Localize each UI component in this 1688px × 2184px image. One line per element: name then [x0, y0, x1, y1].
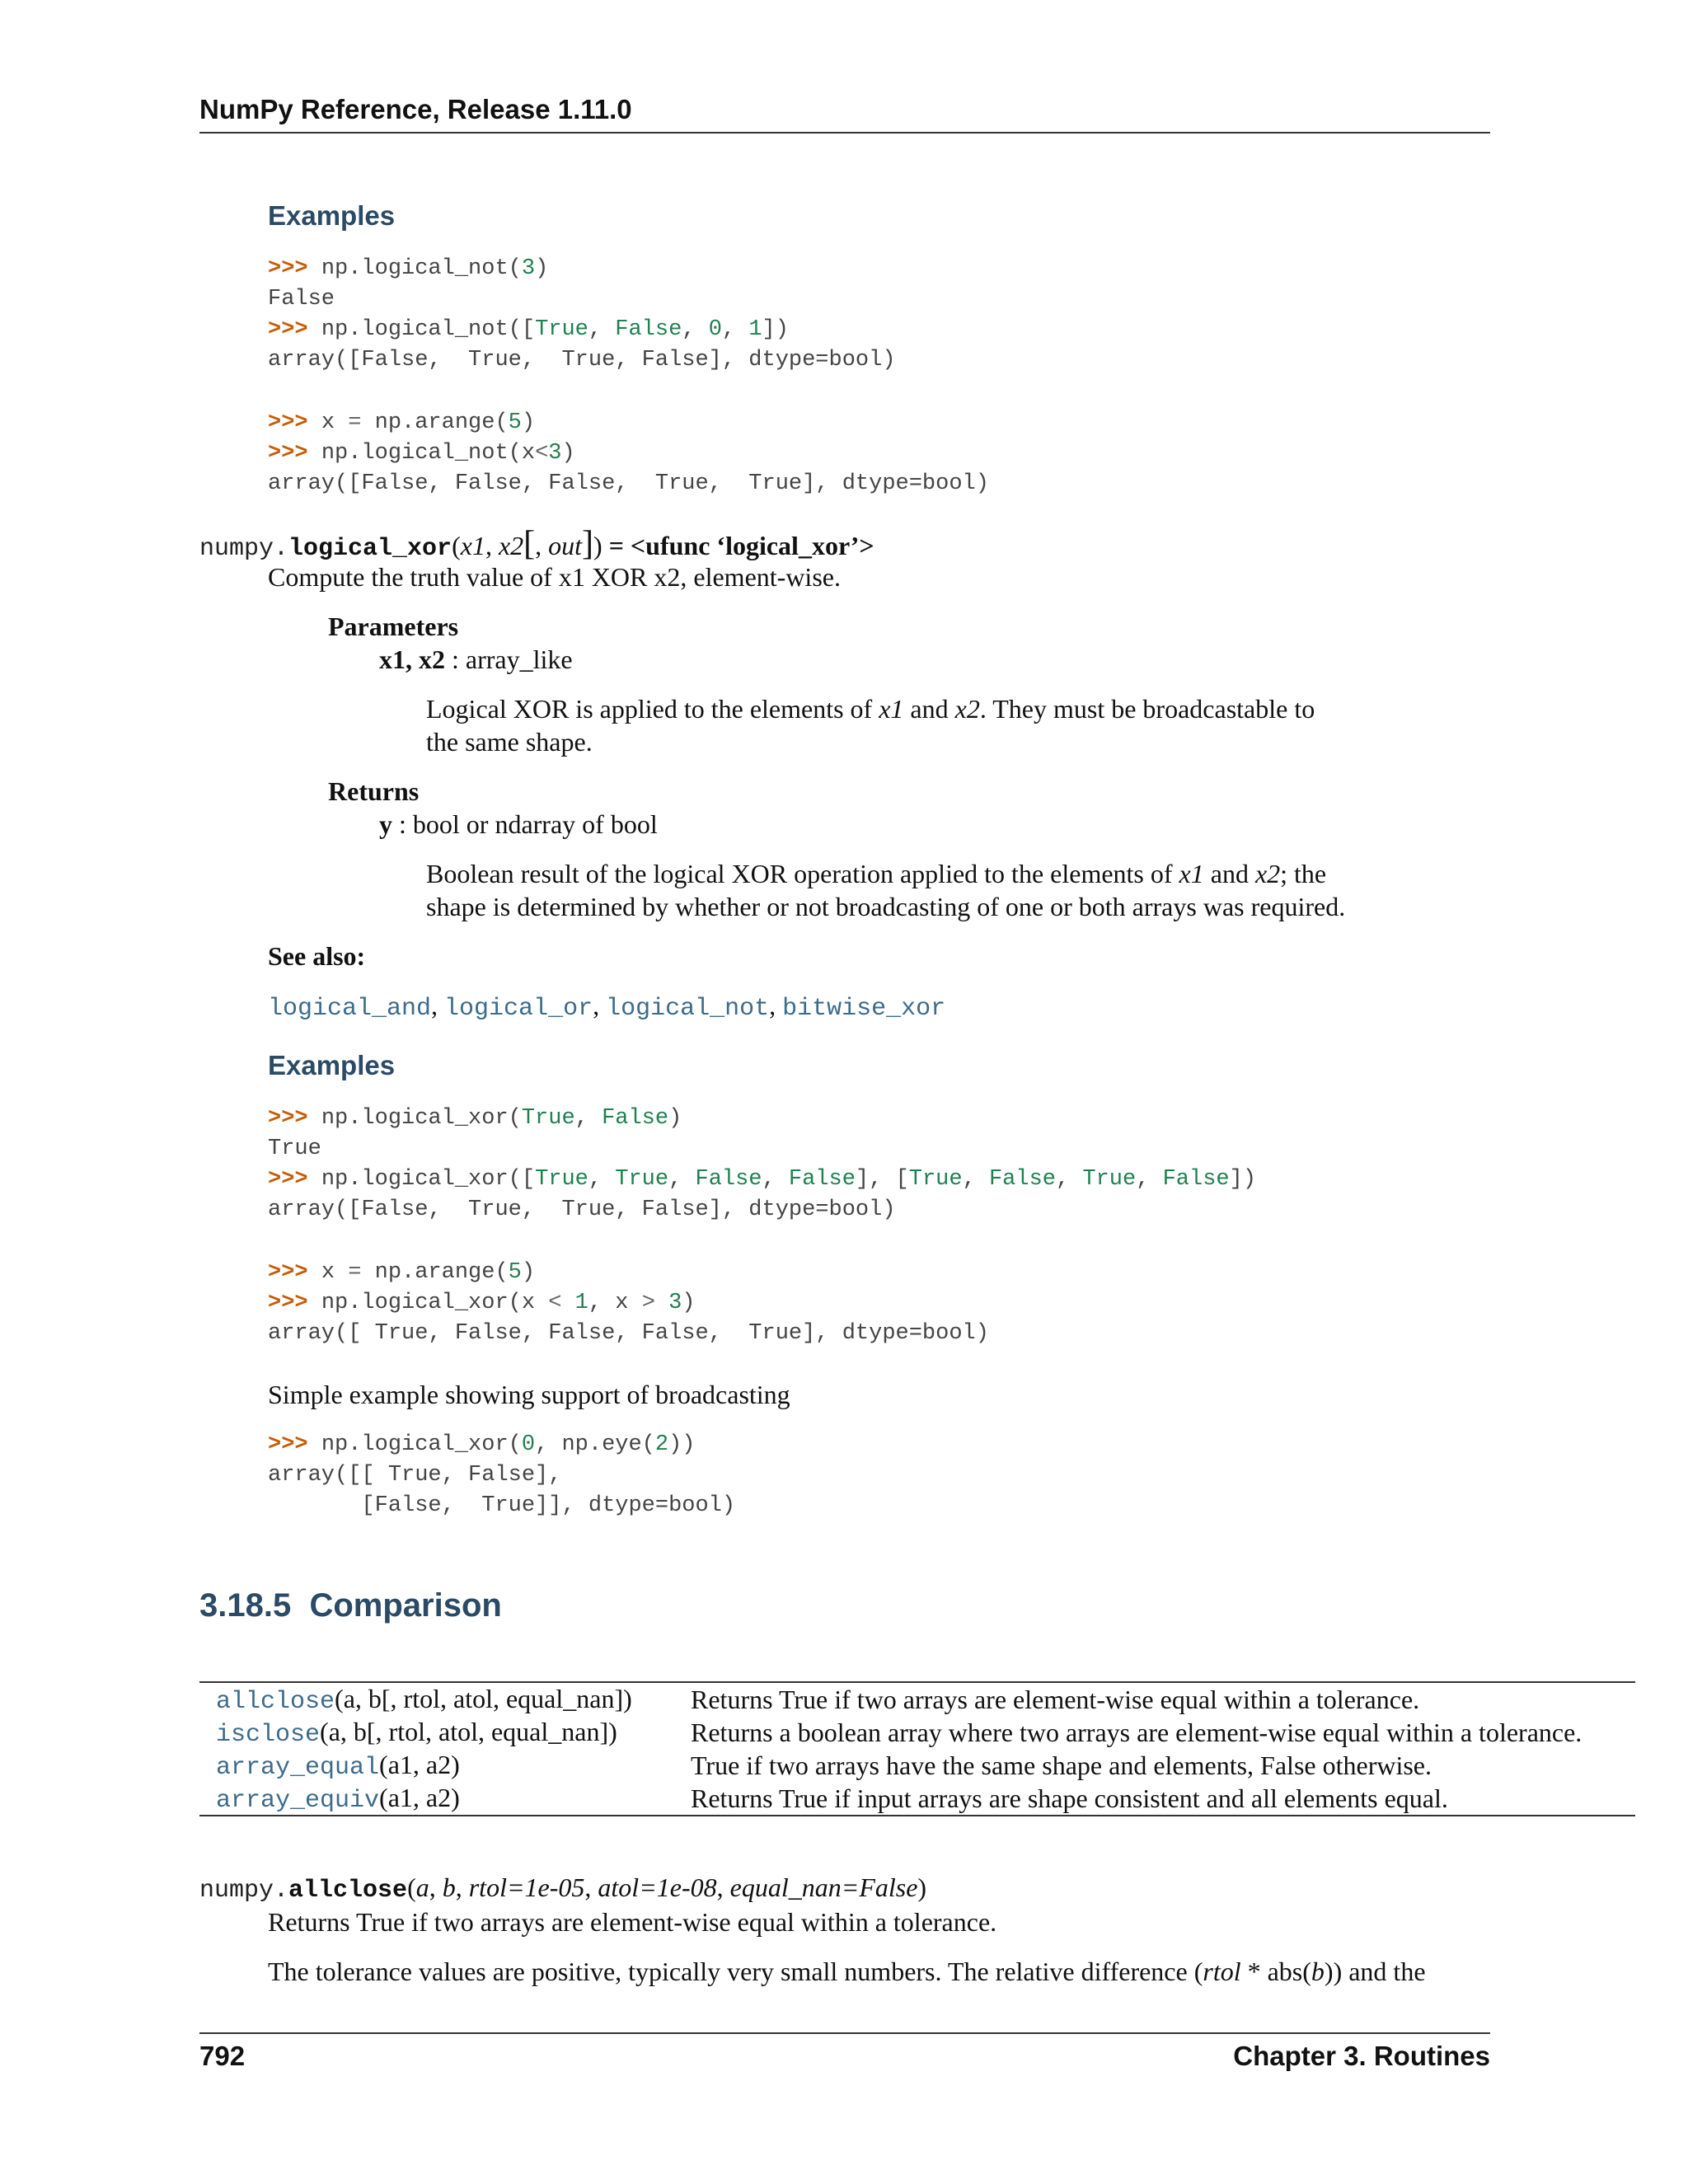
sig-comma: , — [535, 531, 549, 560]
code-text: array([False, False, False, True, True], dtype=bool) — [268, 471, 989, 496]
code-operator: < — [535, 441, 549, 466]
code-text: , — [1136, 1167, 1163, 1192]
code-text: np.logical_xor( — [321, 1432, 522, 1457]
return-y — [379, 808, 658, 841]
broadcast-note: Simple example showing support of broadcasting — [268, 1380, 790, 1409]
code-prompt: >>> — [268, 410, 321, 435]
code-literal: 3 — [668, 1291, 682, 1315]
code-prompt: >>> — [268, 1167, 321, 1192]
sig-arg-b: b — [442, 1872, 456, 1902]
examples-heading: Examples — [268, 200, 396, 231]
code-text: True — [268, 1137, 321, 1161]
code-literal: False — [695, 1167, 762, 1192]
link-array-equal[interactable]: array_equal — [216, 1753, 380, 1782]
code-block-logical-xor — [268, 1104, 1256, 1349]
logical-xor-summary: Compute the truth value of x1 XOR x2, element-wise. — [268, 562, 841, 592]
allclose-desc-text: The tolerance values are positive, typically very small numbers. The relative difference ( — [268, 1957, 1203, 1986]
ret-desc-line-1 — [426, 857, 1345, 890]
sig-open-paren: ( — [407, 1872, 416, 1902]
code-text: ]) — [1229, 1167, 1257, 1192]
examples-heading-2: Examples — [268, 1050, 396, 1080]
table-cell-function — [199, 1783, 691, 1815]
code-text: x — [321, 1260, 349, 1285]
code-text: ) — [521, 410, 536, 435]
table-row — [199, 1749, 1635, 1782]
see-also-links — [268, 989, 945, 1025]
ret-desc-text: Boolean result of the logical XOR operation applied to the elements of — [426, 859, 1179, 888]
code-text: ) — [521, 1260, 536, 1285]
code-literal: True — [908, 1167, 963, 1192]
param-desc-x1: x1 — [879, 694, 904, 724]
code-line — [268, 1165, 1256, 1195]
allclose-desc-text-3: )) and the — [1324, 1957, 1426, 1986]
code-text: np.arange( — [361, 410, 509, 435]
ret-desc-line-2: shape is determined by whether or not broadcasting of one or both arrays was required. — [426, 892, 1346, 921]
code-text: np.logical_not( — [321, 256, 522, 281]
ret-desc-x1: x1 — [1179, 859, 1204, 888]
code-text — [655, 1291, 668, 1315]
return-name: y — [379, 809, 392, 839]
link-bitwise-xor[interactable]: bitwise_xor — [782, 995, 946, 1023]
link-allclose[interactable]: allclose — [216, 1687, 335, 1716]
code-line — [268, 1460, 735, 1491]
sig-close-paren: ) — [917, 1872, 927, 1902]
code-text: , — [682, 317, 709, 342]
running-header — [199, 94, 1490, 134]
allclose-desc-rtol: rtol — [1203, 1957, 1241, 1986]
ret-desc-and: and — [1203, 859, 1255, 888]
link-isclose[interactable]: isclose — [216, 1720, 321, 1749]
returns-heading: Returns — [328, 776, 420, 806]
code-text: False — [268, 287, 335, 312]
table-row — [199, 1782, 1635, 1815]
code-literal: True — [1082, 1167, 1137, 1192]
code-prompt: >>> — [268, 1291, 321, 1315]
code-text: np.logical_xor(x — [321, 1291, 549, 1315]
see-also-sep: , — [431, 991, 445, 1020]
sig-arg-rtol: rtol=1e-05 — [468, 1872, 585, 1902]
param-desc-and: and — [903, 694, 955, 724]
code-text — [561, 1291, 574, 1315]
table-row — [199, 1683, 1635, 1716]
code-prompt: >>> — [268, 1432, 321, 1457]
code-line — [268, 1258, 1256, 1288]
code-text: ], [ — [855, 1167, 909, 1192]
code-line — [268, 1134, 1256, 1165]
code-literal: False — [1162, 1167, 1230, 1192]
param-name: x1, x2 — [379, 644, 445, 674]
code-literal: 3 — [521, 256, 536, 281]
code-prompt: >>> — [268, 1106, 321, 1131]
param-desc-line-1 — [426, 692, 1315, 725]
sig-arg-x2: x2 — [498, 531, 524, 560]
code-line — [268, 254, 989, 284]
code-text: , — [574, 1106, 603, 1131]
sig-ufunc: = <ufunc ‘logical_xor’> — [602, 531, 874, 560]
code-literal: False — [602, 1106, 669, 1131]
code-text: np.logical_xor([ — [321, 1167, 536, 1192]
code-text: , x — [588, 1291, 642, 1315]
see-also-heading: See also: — [268, 941, 366, 971]
code-blank-line — [268, 376, 989, 408]
ret-desc-x2: x2 — [1254, 859, 1281, 888]
parameters-heading: Parameters — [328, 612, 459, 641]
code-line — [268, 1430, 735, 1460]
page-footer — [199, 2032, 1490, 2072]
chapter-label: Chapter 3. Routines — [1233, 2041, 1490, 2071]
code-literal: True — [615, 1167, 669, 1192]
code-text: , — [721, 317, 749, 342]
code-text: , np.eye( — [535, 1432, 655, 1457]
code-text: x — [321, 410, 349, 435]
code-literal: True — [535, 1167, 588, 1192]
code-operator: = — [348, 410, 362, 435]
code-literal: 3 — [548, 441, 562, 466]
code-text: , — [1055, 1167, 1083, 1192]
code-text: array([False, True, True, False], dtype=bool) — [268, 1197, 896, 1222]
function-args: (a, b[, rtol, atol, equal_nan]) — [320, 1716, 617, 1746]
code-literal: 1 — [574, 1291, 588, 1315]
return-description — [426, 857, 1345, 923]
table-cell-function — [199, 1717, 691, 1749]
param-desc-text-2: . They must be broadcastable to — [979, 694, 1315, 724]
code-line — [268, 1319, 1256, 1349]
code-line — [268, 408, 989, 438]
comparison-table — [199, 1681, 1635, 1816]
param-desc-line-2: the same shape. — [426, 727, 593, 757]
allclose-signature — [199, 1872, 926, 1905]
param-desc-x2: x2 — [954, 694, 980, 724]
code-prompt: >>> — [268, 1260, 321, 1285]
code-literal: 0 — [521, 1432, 536, 1457]
sig-sep: , — [485, 531, 499, 560]
allclose-description — [268, 1955, 1426, 1988]
link-logical-not[interactable]: logical_not — [606, 995, 770, 1023]
sig-close-paren: ) — [593, 531, 603, 560]
code-line — [268, 1288, 1256, 1319]
allclose-desc-text-2: * abs( — [1240, 1957, 1311, 1986]
return-type: : bool or ndarray of bool — [392, 809, 658, 839]
code-literal: 5 — [508, 410, 522, 435]
code-text: ]) — [762, 317, 789, 342]
code-literal: False — [615, 317, 682, 342]
code-literal: True — [535, 317, 588, 342]
code-literal: 0 — [708, 317, 722, 342]
param-x1-x2 — [379, 643, 573, 676]
code-text: ) — [561, 441, 575, 466]
code-literal: False — [988, 1167, 1056, 1192]
function-args: (a1, a2) — [379, 1749, 460, 1779]
code-text: np.logical_not(x — [321, 441, 536, 466]
code-blank-line — [268, 1226, 1256, 1258]
code-operator: < — [548, 1291, 562, 1315]
code-text: ) — [668, 1106, 682, 1131]
sig-arg-equal-nan: equal_nan=False — [729, 1872, 918, 1902]
code-line — [268, 1491, 735, 1521]
code-operator: > — [641, 1291, 655, 1315]
code-line — [268, 1104, 1256, 1134]
table-cell-description: True if two arrays have the same shape and elements, False otherwise. — [691, 1750, 1432, 1780]
param-type: : array_like — [445, 644, 573, 674]
code-text: array([False, True, True, False], dtype=bool) — [268, 348, 896, 373]
code-text: )) — [668, 1432, 696, 1457]
code-line — [268, 438, 989, 469]
code-text: , — [668, 1167, 696, 1192]
code-text: , — [588, 317, 616, 342]
page-number: 792 — [199, 2041, 246, 2071]
sig-open-paren: ( — [452, 531, 461, 560]
code-block-logical-not — [268, 254, 989, 499]
allclose-desc-b: b — [1311, 1957, 1325, 1986]
code-text: np.logical_xor( — [321, 1106, 522, 1131]
table-cell-description: Returns a boolean array where two arrays are element-wise equal within a tolerance. — [691, 1717, 1582, 1747]
sig-function-name: logical_xor — [288, 535, 452, 563]
code-line — [268, 1195, 1256, 1226]
param-description — [426, 692, 1315, 758]
section-heading — [199, 1587, 502, 1624]
header-title: NumPy Reference, Release 1.11.0 — [199, 94, 632, 124]
code-text: , — [588, 1167, 616, 1192]
code-prompt: >>> — [268, 317, 321, 342]
sig-bracket-close: ] — [582, 525, 594, 563]
table-cell-description: Returns True if two arrays are element-wise equal within a tolerance. — [691, 1684, 1420, 1714]
section-title: Comparison — [309, 1587, 502, 1624]
see-also-sep: , — [593, 991, 607, 1020]
section-number: 3.18.5 — [199, 1587, 292, 1624]
code-prompt: >>> — [268, 441, 321, 466]
code-block-broadcasting — [268, 1430, 735, 1521]
code-text: ) — [682, 1291, 696, 1315]
code-text: array([ True, False, False, False, True], dtype=bool) — [268, 1321, 989, 1346]
sig-sep: , — [429, 1872, 443, 1902]
allclose-summary: Returns True if two arrays are element-wise equal within a tolerance. — [268, 1907, 997, 1937]
sig-function-name: allclose — [288, 1877, 408, 1905]
code-text: np.arange( — [361, 1260, 509, 1285]
sig-arg-x1: x1 — [460, 531, 485, 560]
logical-xor-signature — [199, 524, 874, 564]
sig-arg-out: out — [548, 531, 583, 560]
code-literal: 2 — [654, 1432, 669, 1457]
code-prompt: >>> — [268, 256, 321, 281]
link-logical-and[interactable]: logical_and — [268, 995, 432, 1023]
sig-arg-atol: atol=1e-08 — [598, 1872, 717, 1902]
code-literal: 1 — [748, 317, 762, 342]
code-line — [268, 315, 989, 345]
param-desc-text: Logical XOR is applied to the elements of — [426, 694, 879, 724]
code-text: np.logical_not([ — [321, 317, 536, 342]
code-operator: = — [348, 1260, 362, 1285]
table-cell-description: Returns True if input arrays are shape consistent and all elements equal. — [691, 1783, 1448, 1813]
function-args: (a, b[, rtol, atol, equal_nan]) — [335, 1683, 632, 1713]
code-literal: False — [788, 1167, 856, 1192]
code-line — [268, 284, 989, 315]
table-row — [199, 1716, 1635, 1749]
code-line — [268, 469, 989, 499]
link-logical-or[interactable]: logical_or — [444, 995, 593, 1023]
link-array-equiv[interactable]: array_equiv — [216, 1786, 380, 1815]
sig-module: numpy. — [199, 1877, 289, 1905]
code-text: , — [762, 1167, 789, 1192]
sig-sep: , — [716, 1872, 730, 1902]
table-cell-function — [199, 1684, 691, 1716]
see-also-sep: , — [769, 991, 783, 1020]
sig-sep: , — [455, 1872, 469, 1902]
code-text: array([[ True, False], — [268, 1463, 562, 1488]
function-args: (a1, a2) — [379, 1782, 460, 1812]
sig-bracket-open: [ — [523, 525, 536, 563]
code-literal: 5 — [508, 1260, 522, 1285]
table-cell-function — [199, 1750, 691, 1782]
code-literal: True — [521, 1106, 575, 1131]
code-text: , — [962, 1167, 989, 1192]
sig-arg-a: a — [415, 1872, 429, 1902]
sig-sep: , — [584, 1872, 598, 1902]
code-text: ) — [535, 256, 549, 281]
sig-module: numpy. — [199, 535, 289, 563]
ret-desc-text-2: ; the — [1280, 859, 1327, 888]
code-line — [268, 345, 989, 376]
code-text: [False, True]], dtype=bool) — [268, 1493, 736, 1518]
